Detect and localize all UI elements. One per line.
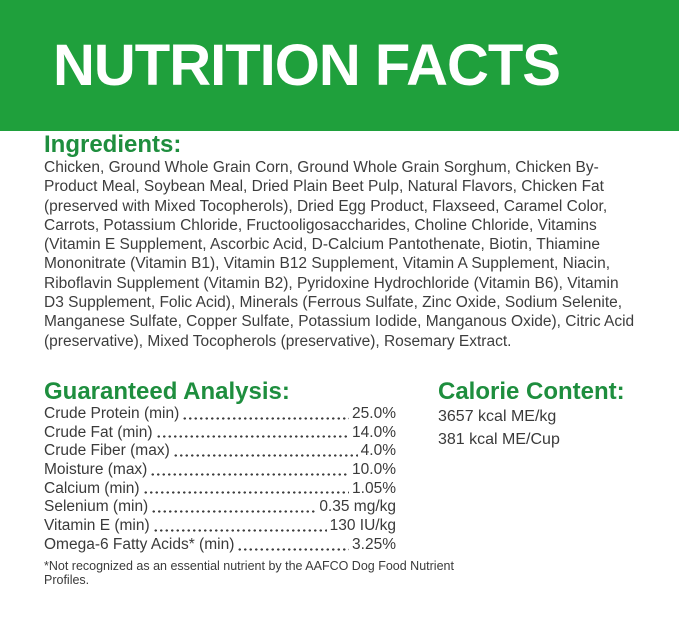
analysis-value: 0.35 mg/kg	[319, 498, 396, 516]
ingredients-heading: Ingredients:	[44, 131, 182, 158]
calorie-kcal-per-kg: 3657 kcal ME/kg	[438, 407, 557, 425]
analysis-value: 3.25%	[352, 535, 396, 553]
analysis-label: Crude Protein (min)	[44, 404, 180, 422]
aafco-footnote: *Not recognized as an essential nutrient by the AAFCO Dog Food Nutrient Profiles.	[44, 558, 454, 588]
table-row	[44, 517, 396, 536]
analysis-label: Crude Fiber (max)	[44, 442, 170, 460]
table-row	[44, 424, 396, 443]
table-row	[44, 442, 396, 461]
dot-leader	[151, 510, 316, 513]
label-content	[0, 131, 679, 588]
page-title: NUTRITION FACTS	[53, 33, 560, 98]
ingredients-text: Chicken, Ground Whole Grain Corn, Ground Whole Grain Sorghum, Chicken By-Product Meal, Soybean Meal, Dried Plain Beet Pulp, Natural Flavors, Chicken Fat (preserved with Mixed Tocopherols), Dried Egg Product, Flaxseed, Caramel Color, Carrots, Potassium Chloride, Fructooligosaccharides, Choline Chloride, Vitamins (Vitamin E Supplement, Ascorbic Acid, D-Calcium Pantothenate, Biotin, Thiamine Mononitrate (Vitamin B1), Vitamin B12 Supplement, Vitamin A Supplement, Niacin, Riboflavin Supplement (Vitamin B2), Pyridoxine Hydrochloride (Vitamin B6), Vitamin D3 Supplement, Folic Acid), Minerals (Ferrous Sulfate, Zinc Oxide, Sodium Selenite, Manganese Sulfate, Copper Sulfate, Potassium Iodide, Manganous Oxide), Citric Acid (preservative), Mixed Tocopherols (preservative), Rosemary Extract.	[44, 159, 635, 350]
calorie-content-heading: Calorie Content:	[438, 377, 625, 405]
table-row	[44, 405, 396, 424]
analysis-value: 1.05%	[352, 479, 396, 497]
dot-leader	[153, 529, 327, 532]
dot-leader	[173, 454, 358, 457]
dot-leader	[156, 435, 350, 438]
table-row	[44, 480, 396, 499]
dot-leader	[182, 417, 349, 420]
table-row	[44, 536, 396, 555]
analysis-value: 10.0%	[352, 461, 396, 479]
analysis-label: Omega-6 Fatty Acids* (min)	[44, 535, 235, 553]
analysis-label: Crude Fat (min)	[44, 423, 153, 441]
analysis-value: 4.0%	[360, 442, 396, 460]
analysis-label: Vitamin E (min)	[44, 517, 150, 535]
analysis-label: Calcium (min)	[44, 479, 140, 497]
dot-leader	[237, 548, 349, 551]
dot-leader	[150, 473, 349, 476]
table-row	[44, 461, 396, 480]
calorie-kcal-per-cup: 381 kcal ME/Cup	[438, 430, 560, 448]
nutrition-facts-banner	[0, 0, 679, 131]
analysis-value: 25.0%	[352, 404, 396, 422]
analysis-value: 14.0%	[352, 423, 396, 441]
dot-leader	[143, 491, 349, 494]
guaranteed-analysis-heading: Guaranteed Analysis:	[44, 377, 290, 405]
analysis-value: 130 IU/kg	[329, 517, 396, 535]
table-row	[44, 498, 396, 517]
guaranteed-analysis-table	[44, 405, 396, 555]
guaranteed-analysis-section	[44, 377, 454, 588]
calorie-content-section	[438, 378, 635, 451]
analysis-label: Moisture (max)	[44, 461, 148, 479]
analysis-label: Selenium (min)	[44, 498, 149, 516]
analysis-columns	[44, 378, 635, 588]
